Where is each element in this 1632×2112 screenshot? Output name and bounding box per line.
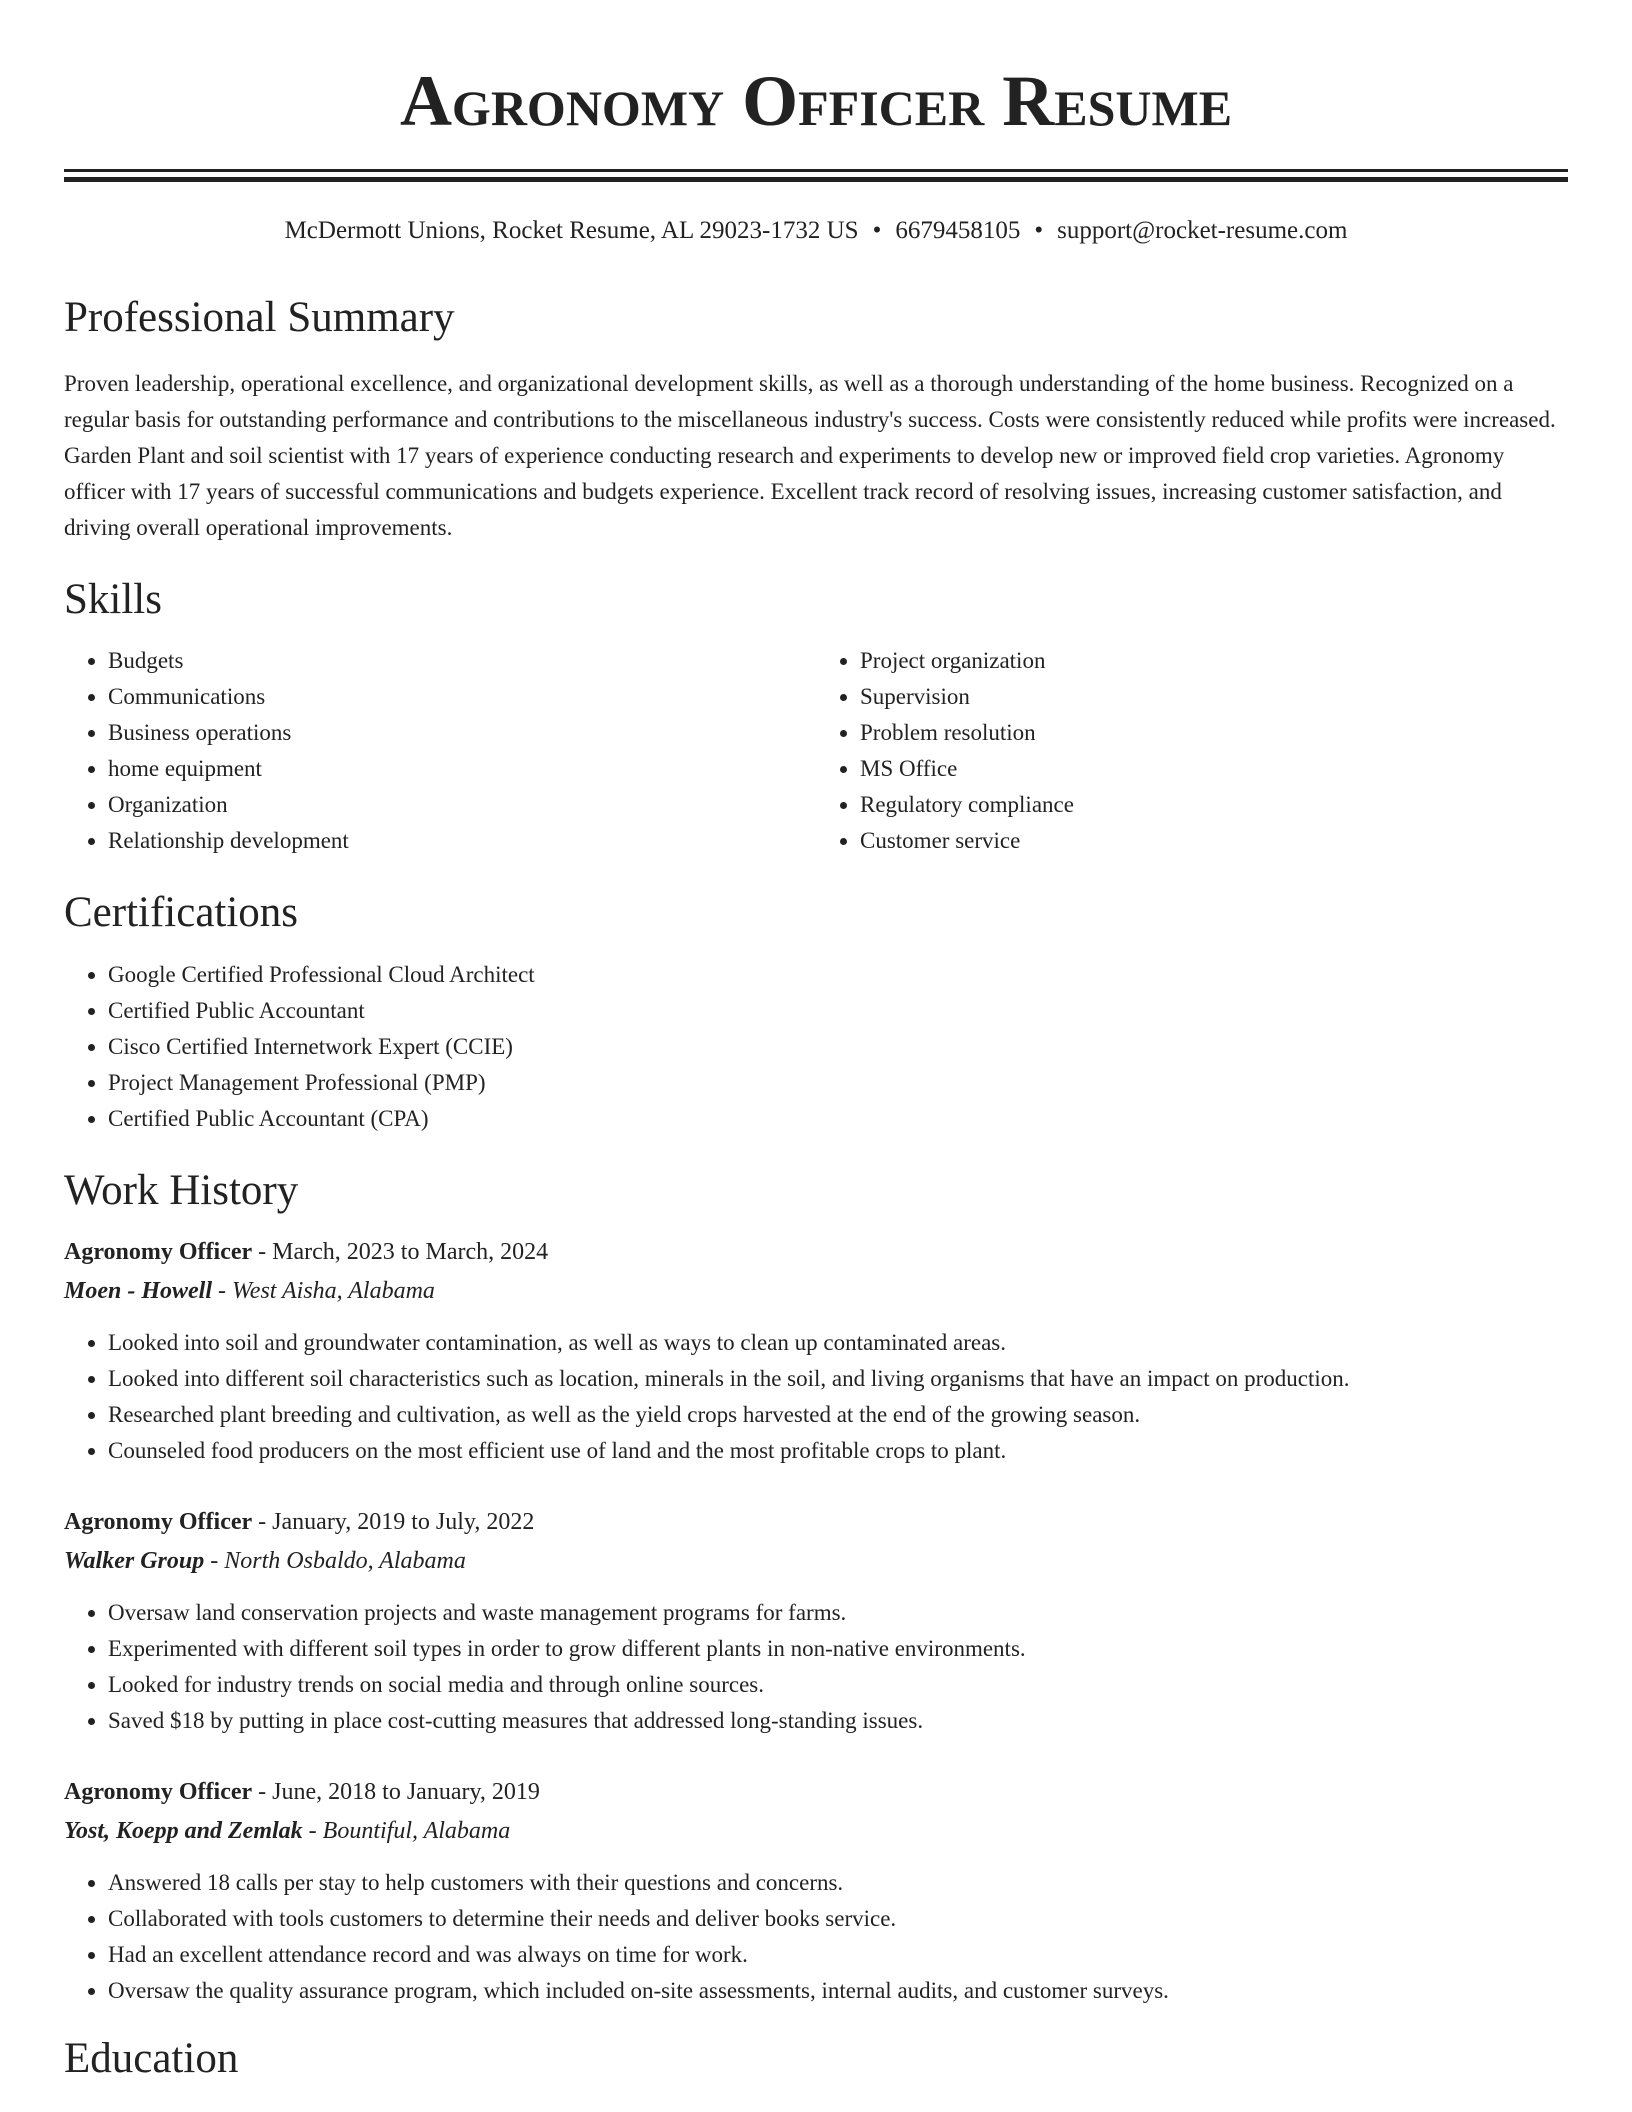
page-title: Agronomy Officer Resume — [399, 61, 1233, 141]
certifications-list — [64, 957, 1568, 1137]
summary-text: Proven leadership, operational excellence, and organizational development skills, as well as a thorough understanding of the home business. Recognized on a regular basis for outstanding performance and contributions to the miscellaneous industry's success. Costs were consistently reduced while profits were increased. Garden Plant and soil scientist with 17 years of experience conducting research and experiments to develop new or improved field crop varieties. Agronomy officer with 17 years of successful communications and budgets experience. Excellent track record of resolving issues, increasing customer satisfaction, and driving overall operational improvements. — [64, 370, 1556, 540]
job-duty: • Oversaw land conservation projects and waste management programs for farms. — [108, 1595, 1568, 1631]
certification-item: • Certified Public Accountant (CPA) — [108, 1101, 1568, 1137]
work-history-heading: Work History — [64, 1166, 299, 1214]
skills-heading: Skills — [64, 575, 162, 623]
job-company: Moen - Howell — [64, 1277, 212, 1304]
job-duty: • Counseled food producers on the most efficient use of land and the most profitable crops to plant. — [108, 1433, 1568, 1469]
job-duty: • Had an excellent attendance record and was always on time for work. — [108, 1937, 1568, 1973]
skill-item: • Budgets — [108, 643, 816, 679]
job-title: Agronomy Officer — [64, 1778, 253, 1805]
job-duty: • Looked into soil and groundwater contamination, as well as ways to clean up contaminated areas. — [108, 1325, 1568, 1361]
job-duty: • Saved $18 by putting in place cost-cutting measures that addressed long-standing issues. — [108, 1703, 1568, 1739]
job-duties — [64, 1325, 1568, 1469]
education-heading: Education — [64, 2034, 239, 2082]
skill-item: • Problem resolution — [860, 715, 1568, 751]
skill-item: • MS Office — [860, 751, 1568, 787]
contact-separator: • — [872, 217, 882, 245]
certification-item: • Cisco Certified Internetwork Expert (CCIE) — [108, 1029, 1568, 1065]
job-dates: March, 2023 to March, 2024 — [272, 1238, 549, 1265]
contact-line — [64, 216, 1568, 246]
job-duty: • Oversaw the quality assurance program, which included on-site assessments, internal audits, and customer surveys. — [108, 1973, 1568, 2009]
job-entry — [64, 1773, 1568, 2009]
skills-grid — [64, 643, 1568, 859]
job-company: Yost, Koepp and Zemlak — [64, 1817, 303, 1844]
skill-item: • home equipment — [108, 751, 816, 787]
job-duties — [64, 1595, 1568, 1739]
job-company-line: Yost, Koepp and Zemlak - Bountiful, Alabama — [64, 1817, 511, 1844]
skill-item: • Business operations — [108, 715, 816, 751]
skill-item: • Regulatory compliance — [860, 787, 1568, 823]
contact-email: support@rocket-resume.com — [1057, 217, 1348, 245]
skill-item: • Communications — [108, 679, 816, 715]
summary-heading: Professional Summary — [64, 294, 455, 342]
certification-item: • Project Management Professional (PMP) — [108, 1065, 1568, 1101]
skill-item: • Relationship development — [108, 823, 816, 859]
education-section — [64, 2033, 1568, 2085]
job-header: Agronomy Officer - January, 2019 to July, 2022 — [64, 1508, 535, 1535]
title-divider-thick — [64, 177, 1568, 182]
job-company: Walker Group — [64, 1547, 205, 1574]
job-entry — [64, 1233, 1568, 1469]
skills-section — [64, 574, 1568, 860]
job-entry — [64, 1503, 1568, 1739]
job-title: Agronomy Officer — [64, 1238, 253, 1265]
job-duty: • Researched plant breeding and cultivation, as well as the yield crops harvested at the end of the growing season. — [108, 1397, 1568, 1433]
title-divider-thin — [64, 169, 1568, 172]
skill-item: • Customer service — [860, 823, 1568, 859]
job-header: Agronomy Officer - June, 2018 to January, 2019 — [64, 1778, 540, 1805]
certifications-section — [64, 887, 1568, 1137]
contact-phone: 6679458105 — [895, 217, 1021, 245]
job-duties — [64, 1865, 1568, 2009]
summary-section — [64, 292, 1568, 546]
job-company-line: Moen - Howell - West Aisha, Alabama — [64, 1277, 435, 1304]
job-title: Agronomy Officer — [64, 1508, 253, 1535]
job-duty: • Looked for industry trends on social media and through online sources. — [108, 1667, 1568, 1703]
skill-item: • Supervision — [860, 679, 1568, 715]
job-location: North Osbaldo, Alabama — [224, 1547, 466, 1574]
job-duty: • Experimented with different soil types in order to grow different plants in non-native environments. — [108, 1631, 1568, 1667]
job-location: West Aisha, Alabama — [232, 1277, 435, 1304]
job-duty: • Looked into different soil characteristics such as location, minerals in the soil, and living organisms that have an impact on production. — [108, 1361, 1568, 1397]
skill-item: • Organization — [108, 787, 816, 823]
contact-separator: • — [1034, 217, 1044, 245]
job-company-line: Walker Group - North Osbaldo, Alabama — [64, 1547, 466, 1574]
job-duty: • Collaborated with tools customers to determine their needs and deliver books service. — [108, 1901, 1568, 1937]
job-location: Bountiful, Alabama — [322, 1817, 511, 1844]
job-duty: • Answered 18 calls per stay to help customers with their questions and concerns. — [108, 1865, 1568, 1901]
skills-list-right — [816, 643, 1568, 859]
certifications-heading: Certifications — [64, 889, 299, 937]
job-dates: January, 2019 to July, 2022 — [272, 1508, 535, 1535]
job-header: Agronomy Officer - March, 2023 to March, 2024 — [64, 1238, 549, 1265]
job-dates: June, 2018 to January, 2019 — [272, 1778, 540, 1805]
skills-list-left — [64, 643, 816, 859]
skill-item: • Project organization — [860, 643, 1568, 679]
certification-item: • Certified Public Accountant — [108, 993, 1568, 1029]
certification-item: • Google Certified Professional Cloud Architect — [108, 957, 1568, 993]
contact-address: McDermott Unions, Rocket Resume, AL 29023-1732 US — [284, 217, 859, 245]
work-history-section — [64, 1165, 1568, 2009]
